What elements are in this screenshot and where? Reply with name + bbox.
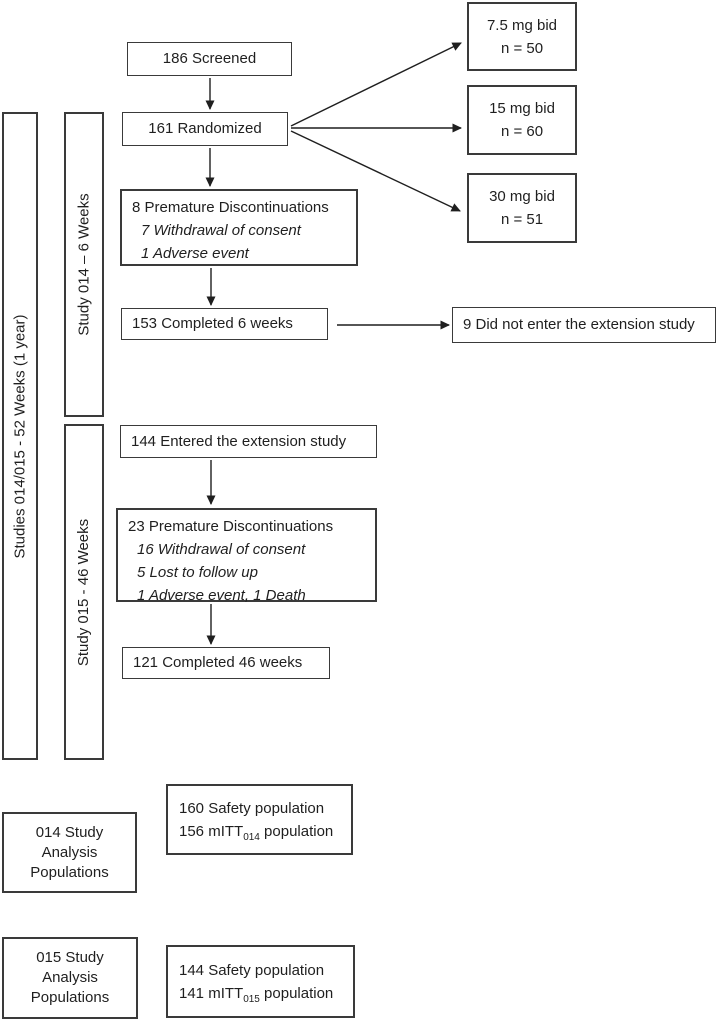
bar-studies-014-015: [2, 112, 38, 760]
pop014-label-line3: Populations: [30, 863, 109, 881]
entered-extension-label: 144 Entered the extension study: [131, 432, 347, 450]
pop015-safety: 144 Safety population: [179, 961, 325, 979]
box-015-population-counts: [166, 945, 355, 1018]
box-arm-15mg: [467, 85, 577, 155]
pop015-label-line3: Populations: [30, 989, 110, 1006]
completed-46-weeks-label: 121 Completed 46 weeks: [133, 654, 303, 671]
box-discontinuations-015: [116, 508, 377, 602]
box-discontinuations-014: [120, 189, 358, 266]
bar-study-015-label: Study 015 - 46 Weeks: [75, 518, 93, 666]
screened-label: 186 Screened: [162, 50, 257, 67]
arrow-randomized-to-arm-7-5: [291, 43, 461, 126]
did-not-enter-label: 9 Did not enter the extension study: [463, 316, 695, 333]
box-015-analysis-populations: [2, 937, 138, 1019]
randomized-label: 161 Randomized: [148, 120, 262, 137]
arm-15mg-n: n = 60: [500, 123, 544, 140]
completed-6-weeks-label: 153 Completed 6 weeks: [132, 315, 293, 332]
box-screened: [127, 42, 292, 76]
arm-30mg-dose: 30 mg bid: [489, 188, 555, 205]
arm-15mg-dose: 15 mg bid: [489, 100, 555, 117]
pop014-label-line2: Analysis: [41, 843, 98, 861]
box-randomized: [122, 112, 288, 146]
bar-study-014: [64, 112, 104, 417]
box-014-analysis-populations: [2, 812, 137, 893]
arm-30mg-n: n = 51: [500, 211, 544, 228]
pop015-label-line1: 015 Study: [36, 949, 104, 966]
pop015-label-line2: Analysis: [42, 969, 98, 986]
box-014-population-counts: [166, 784, 353, 855]
arm-7-5mg-n: n = 50: [500, 39, 544, 57]
disc015-reason-adverse-death: 1 Adverse event, 1 Death: [137, 587, 306, 604]
arm-7-5mg-dose: 7.5 mg bid: [486, 16, 558, 34]
disc014-reason-withdrawal: 7 Withdrawal of consent: [141, 222, 301, 239]
pop014-mitt-subscript: 014: [243, 831, 260, 843]
disc015-reason-withdrawal: 16 Withdrawal of consent: [137, 541, 306, 558]
box-entered-extension: [120, 425, 377, 458]
disc014-title: 8 Premature Discontinuations: [132, 199, 329, 216]
box-arm-7-5mg: [467, 2, 577, 71]
pop015-mitt-subscript: 015: [243, 993, 260, 1005]
box-did-not-enter: [452, 307, 716, 343]
bar-study-014-label: Study 014 – 6 Weeks: [75, 193, 93, 336]
disc015-title: 23 Premature Discontinuations: [128, 518, 334, 535]
disc015-reason-lost: 5 Lost to follow up: [137, 564, 258, 581]
pop015-mitt: 141 mITT$_{015}$ population: [179, 984, 334, 1005]
disc014-reason-adverse: 1 Adverse event: [141, 245, 249, 262]
box-completed-6-weeks: [121, 308, 328, 340]
box-arm-30mg: [467, 173, 577, 243]
bar-study-015: [64, 424, 104, 760]
pop014-label-line1: 014 Study: [35, 823, 104, 841]
box-completed-46-weeks: [122, 647, 330, 679]
pop014-mitt: 156 mITT$_{014}$ population: [179, 822, 334, 843]
pop014-safety: 160 Safety population: [179, 799, 325, 817]
bar-studies-014-015-label: Studies 014/015 - 52 Weeks (1 year): [11, 313, 29, 559]
